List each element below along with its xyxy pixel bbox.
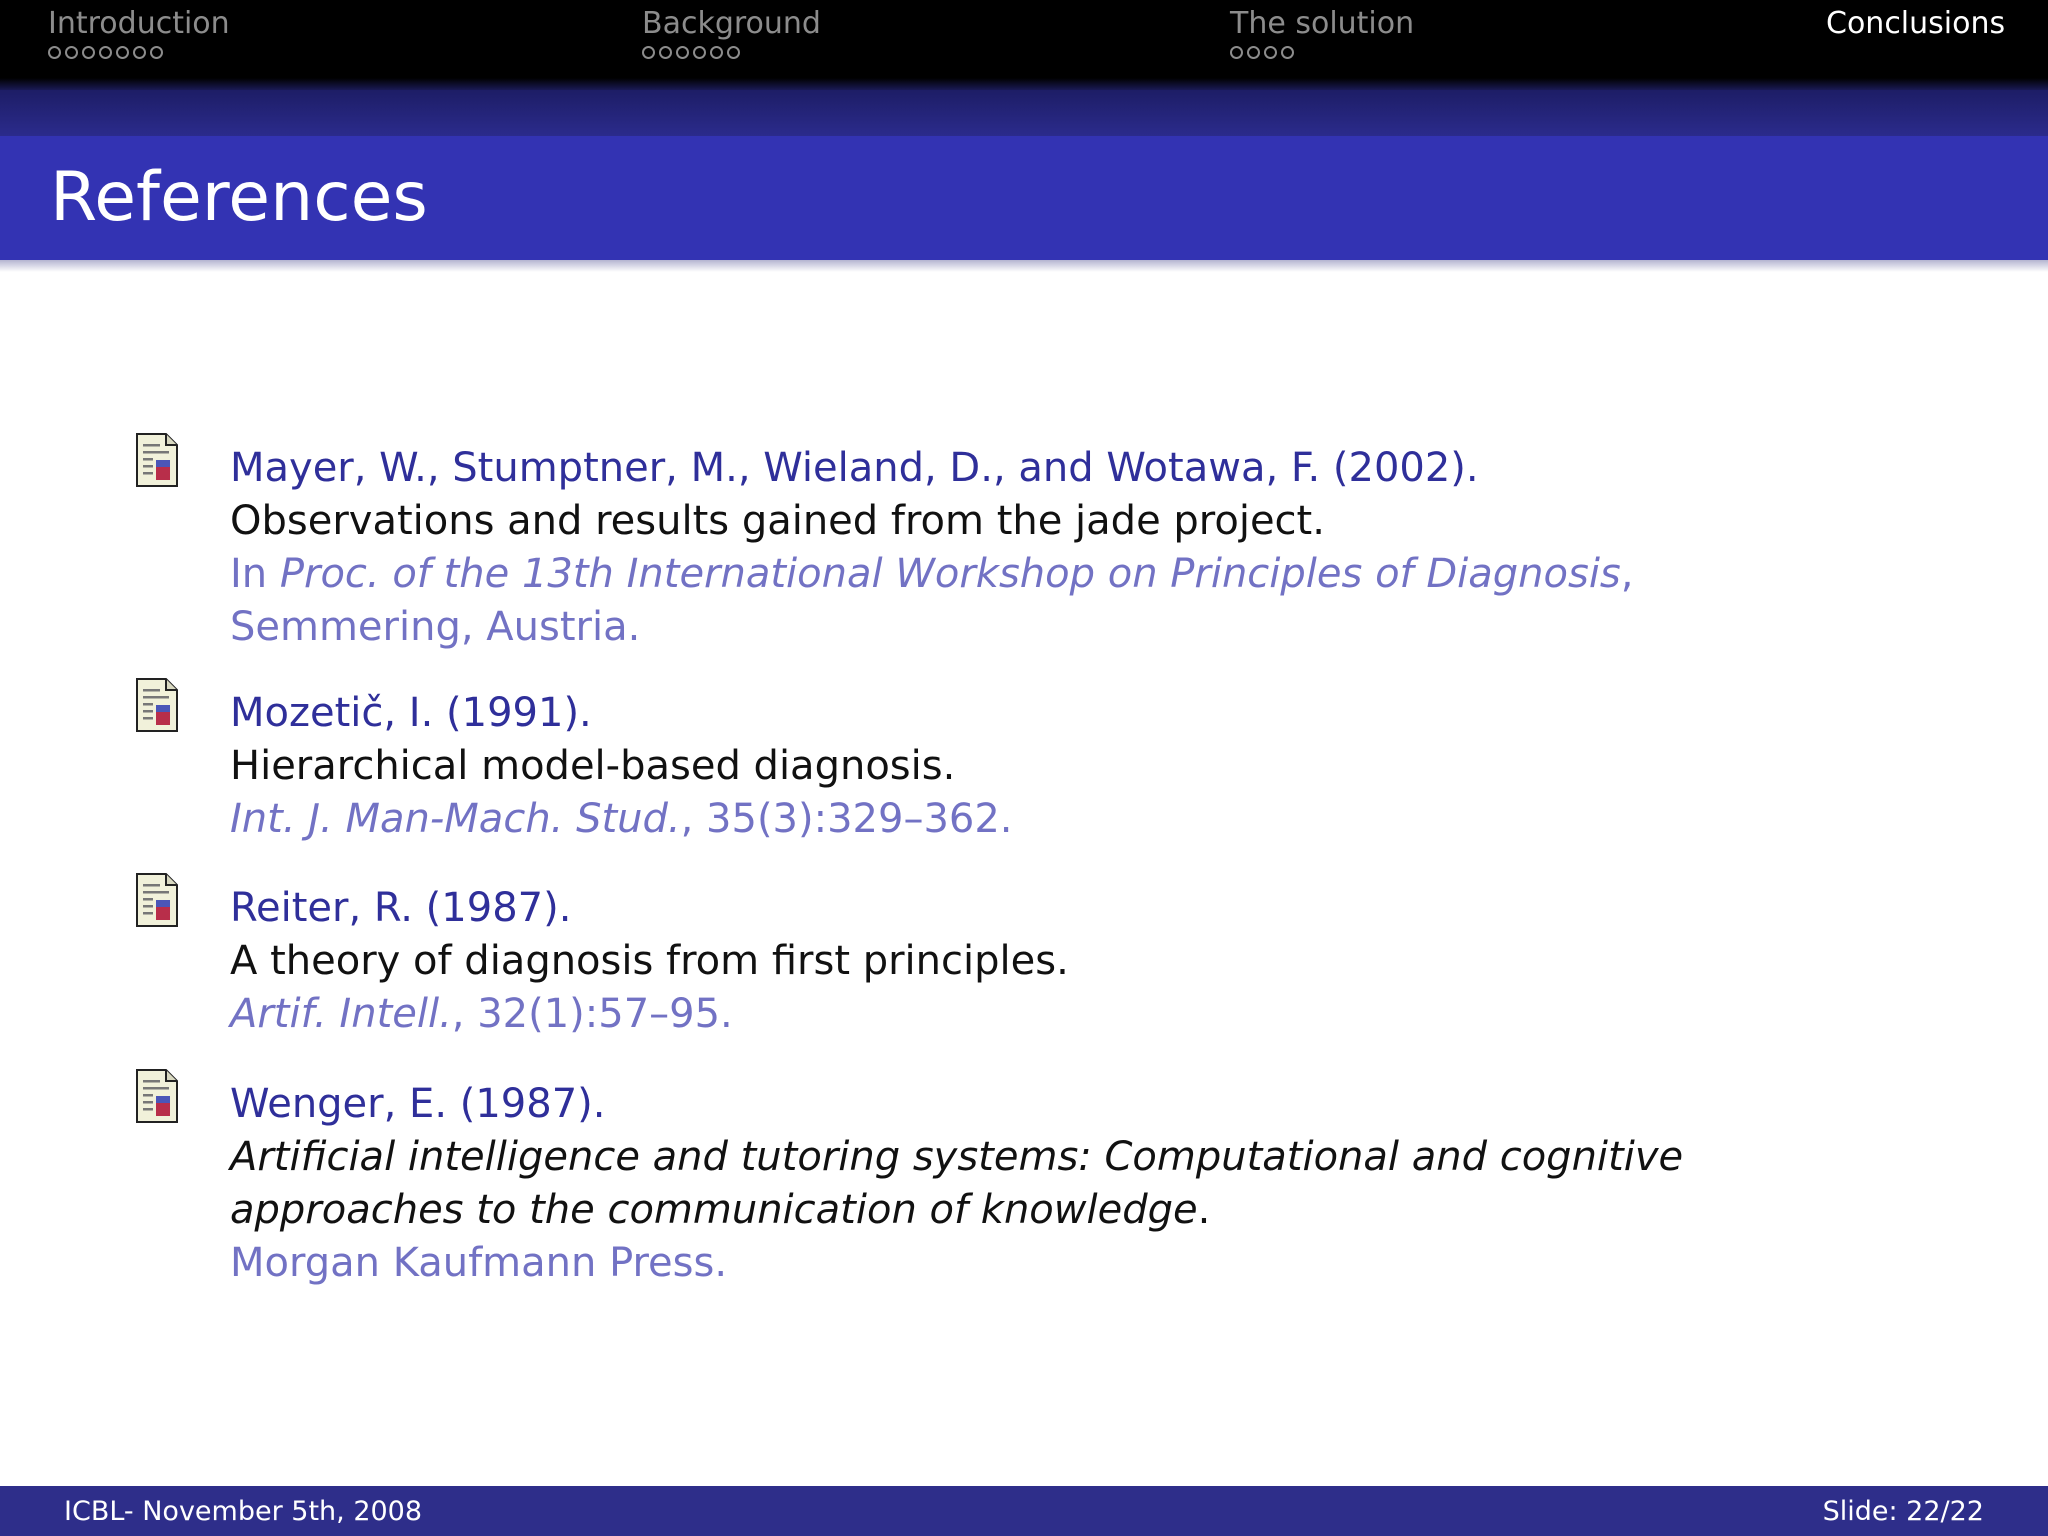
section-navigation-bar <box>0 0 2048 90</box>
publication-details: , 35(3):329–362. <box>680 796 1013 842</box>
slide-dot[interactable] <box>133 46 146 59</box>
footer-event-date: ICBL- November 5th, 2008 <box>64 1496 423 1527</box>
nav-section-dots <box>1230 46 1414 66</box>
nav-section-introduction[interactable] <box>48 6 230 66</box>
reference-text <box>230 442 1750 654</box>
reference-title-line2 <box>230 1184 1750 1237</box>
nav-section-label[interactable]: The solution <box>1230 6 1415 41</box>
publication-venue: Artif. Intell. <box>230 991 452 1037</box>
slide-dot[interactable] <box>116 46 129 59</box>
publication-venue: Proc. of the 13th International Workshop on Principles of Diagnosis <box>279 551 1621 597</box>
reference-text <box>230 882 1750 1041</box>
article-icon <box>134 872 180 928</box>
publication-venue: Int. J. Man-Mach. Stud. <box>230 796 681 842</box>
nav-section-background[interactable] <box>642 6 821 66</box>
reference-author: Wenger, E. (1987). <box>230 1081 606 1127</box>
reference-publication <box>230 548 1750 601</box>
nav-section-label-active[interactable]: Conclusions <box>1826 6 2006 41</box>
reference-publication <box>230 793 1750 846</box>
slide-counter: Slide: 22/22 <box>1822 1496 1984 1527</box>
article-icon <box>134 677 180 733</box>
nav-section-label[interactable]: Introduction <box>48 6 230 41</box>
slide-dot[interactable] <box>48 46 61 59</box>
reference-publication <box>230 988 1750 1041</box>
slide-dot[interactable] <box>710 46 723 59</box>
slide-dot[interactable] <box>65 46 78 59</box>
reference-title-line1: Artificial intelligence and tutoring systems: Computational and cognitive <box>230 1134 1684 1180</box>
nav-section-the-solution[interactable] <box>1230 6 1414 66</box>
slide-dot[interactable] <box>82 46 95 59</box>
slide-dot[interactable] <box>1264 46 1277 59</box>
reference-title: A theory of diagnosis from first principles. <box>230 938 1069 984</box>
reference-title: Observations and results gained from the jade project. <box>230 498 1325 544</box>
reference-title-end: . <box>1197 1187 1211 1233</box>
reference-author: Reiter, R. (1987). <box>230 885 572 931</box>
slide-dot[interactable] <box>693 46 706 59</box>
slide-dot[interactable] <box>727 46 740 59</box>
header-gradient-band <box>0 90 2048 136</box>
reference-author: Mozetič, I. (1991). <box>230 690 592 736</box>
slide-dot[interactable] <box>99 46 112 59</box>
slide-dot[interactable] <box>676 46 689 59</box>
title-bar-shadow <box>0 260 2048 272</box>
nav-section-dots <box>48 46 230 66</box>
slide-dot[interactable] <box>1247 46 1260 59</box>
reference-publisher: Morgan Kaufmann Press. <box>230 1240 728 1286</box>
slide-dot[interactable] <box>642 46 655 59</box>
nav-section-conclusions[interactable] <box>1826 6 2005 42</box>
reference-title: Hierarchical model-based diagnosis. <box>230 743 956 789</box>
page-title: References <box>50 158 428 237</box>
article-icon <box>134 1068 180 1124</box>
reference-author: Mayer, W., Stumptner, M., Wieland, D., and Wotawa, F. (2002). <box>230 445 1479 491</box>
publication-location: Semmering, Austria. <box>230 604 641 650</box>
nav-section-label[interactable]: Background <box>642 6 821 41</box>
publication-prefix: In <box>230 551 280 597</box>
slide-dot[interactable] <box>659 46 672 59</box>
reference-text <box>230 1078 1750 1290</box>
slide-dot[interactable] <box>1281 46 1294 59</box>
reference-text <box>230 687 1750 846</box>
nav-section-dots <box>642 46 821 66</box>
slide-dot[interactable] <box>1230 46 1243 59</box>
publication-details: , <box>1620 551 1634 597</box>
article-icon <box>134 432 180 488</box>
publication-details: , 32(1):57–95. <box>451 991 733 1037</box>
reference-title-italic: approaches to the communication of knowledge <box>230 1187 1198 1233</box>
slide-dot[interactable] <box>150 46 163 59</box>
